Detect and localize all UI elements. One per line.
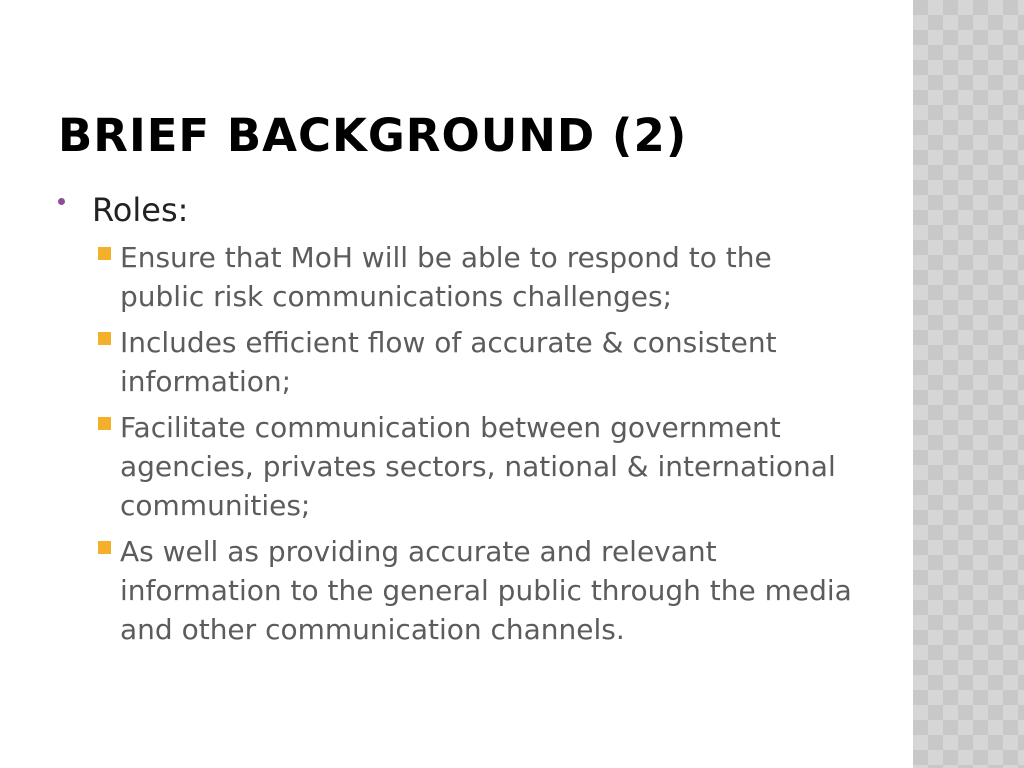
square-bullet-icon <box>98 332 111 345</box>
sub-bullet-text: As well as providing accurate and relevant information to the general public through the media and other communication channels. <box>120 535 852 646</box>
bullet-roles <box>58 188 858 232</box>
sub-bullet-item <box>58 323 858 401</box>
bullet-roles-text: Roles: <box>92 191 189 229</box>
slide-title: BRIEF BACKGROUND (2) <box>58 109 688 162</box>
square-bullet-icon <box>98 247 111 260</box>
sub-bullet-item <box>58 408 858 525</box>
sub-bullet-text: Ensure that MoH will be able to respond to the public risk communications challenges; <box>120 241 772 313</box>
sub-bullet-list <box>58 238 858 649</box>
slide-content <box>58 188 858 656</box>
sub-bullet-text: Includes efficient flow of accurate & consistent information; <box>120 326 777 398</box>
sub-bullet-item <box>58 532 858 649</box>
sub-bullet-text: Facilitate communication between government agencies, privates sectors, national & international communities; <box>120 411 836 522</box>
sub-bullet-item <box>58 238 858 316</box>
side-pattern-panel <box>913 0 1024 768</box>
round-bullet-icon <box>58 198 65 205</box>
square-bullet-icon <box>98 417 111 430</box>
square-bullet-icon <box>98 541 111 554</box>
